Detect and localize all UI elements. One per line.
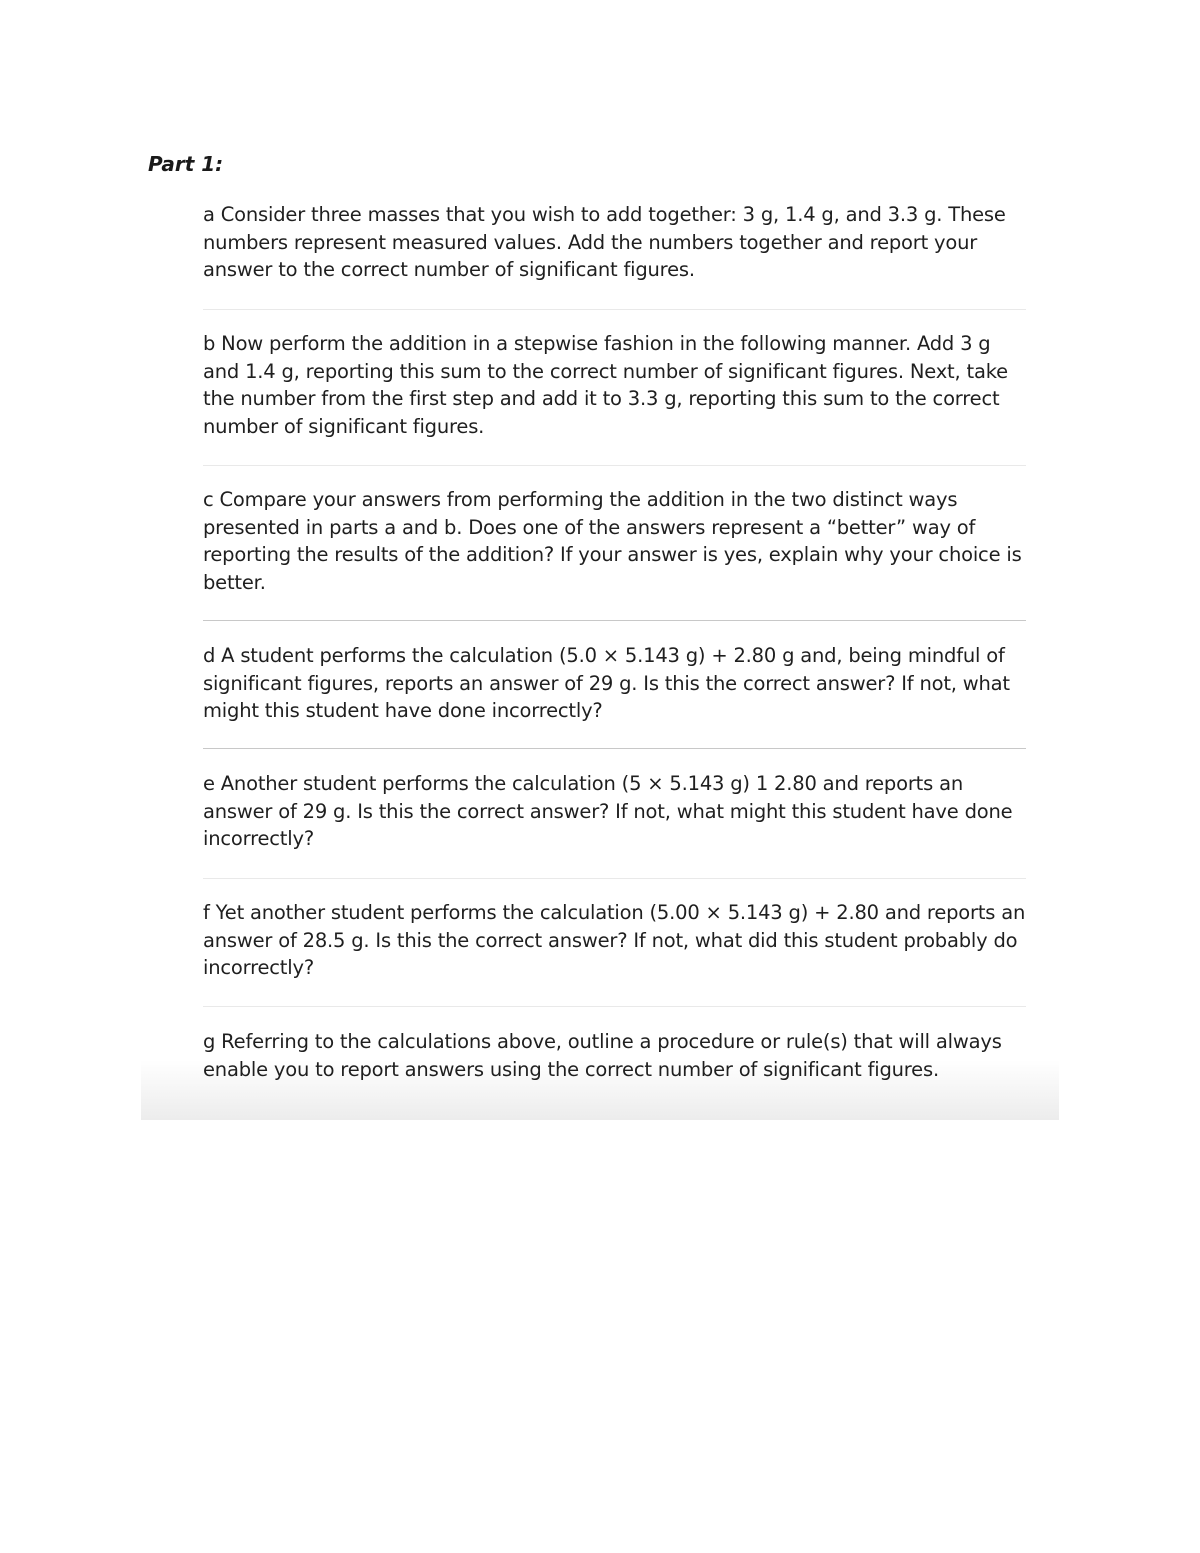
divider: [203, 309, 1026, 310]
divider: [203, 620, 1026, 621]
question-a: a Consider three masses that you wish to add together: 3 g, 1.4 g, and 3.3 g. These numbers represent measured values. Add the numbers together and report your answer to the correct number of significant figures.: [203, 203, 1006, 281]
questions-panel: [141, 190, 1059, 1120]
divider: [203, 878, 1026, 879]
question-b: b Now perform the addition in a stepwise fashion in the following manner. Add 3 g and 1.4 g, reporting this sum to the correct number of significant figures. Next, take the number from the first step and add it to 3.3 g, reporting this sum to the correct number of significant figures.: [203, 332, 1008, 438]
question-d: d A student performs the calculation (5.0 × 5.143 g) + 2.80 g and, being mindful of significant figures, reports an answer of 29 g. Is this the correct answer? If not, what might this student have done incorrectly?: [203, 644, 1010, 722]
question-g: g Referring to the calculations above, outline a procedure or rule(s) that will always enable you to report answers using the correct number of significant figures.: [203, 1030, 1002, 1081]
divider: [203, 748, 1026, 749]
part-heading: Part 1:: [148, 152, 224, 176]
divider: [203, 465, 1026, 466]
question-e: e Another student performs the calculation (5 × 5.143 g) 1 2.80 and reports an answer of 29 g. Is this the correct answer? If not, what might this student have done incorrectly?: [203, 772, 1013, 850]
question-f: f Yet another student performs the calculation (5.00 × 5.143 g) + 2.80 and reports an answer of 28.5 g. Is this the correct answer? If not, what did this student probably do incorrectly?: [203, 901, 1026, 979]
divider: [203, 1006, 1026, 1007]
question-c: c Compare your answers from performing the addition in the two distinct ways presented in parts a and b. Does one of the answers represent a “better” way of reporting the results of the addition? If your answer is yes, explain why your choice is better.: [203, 488, 1022, 594]
